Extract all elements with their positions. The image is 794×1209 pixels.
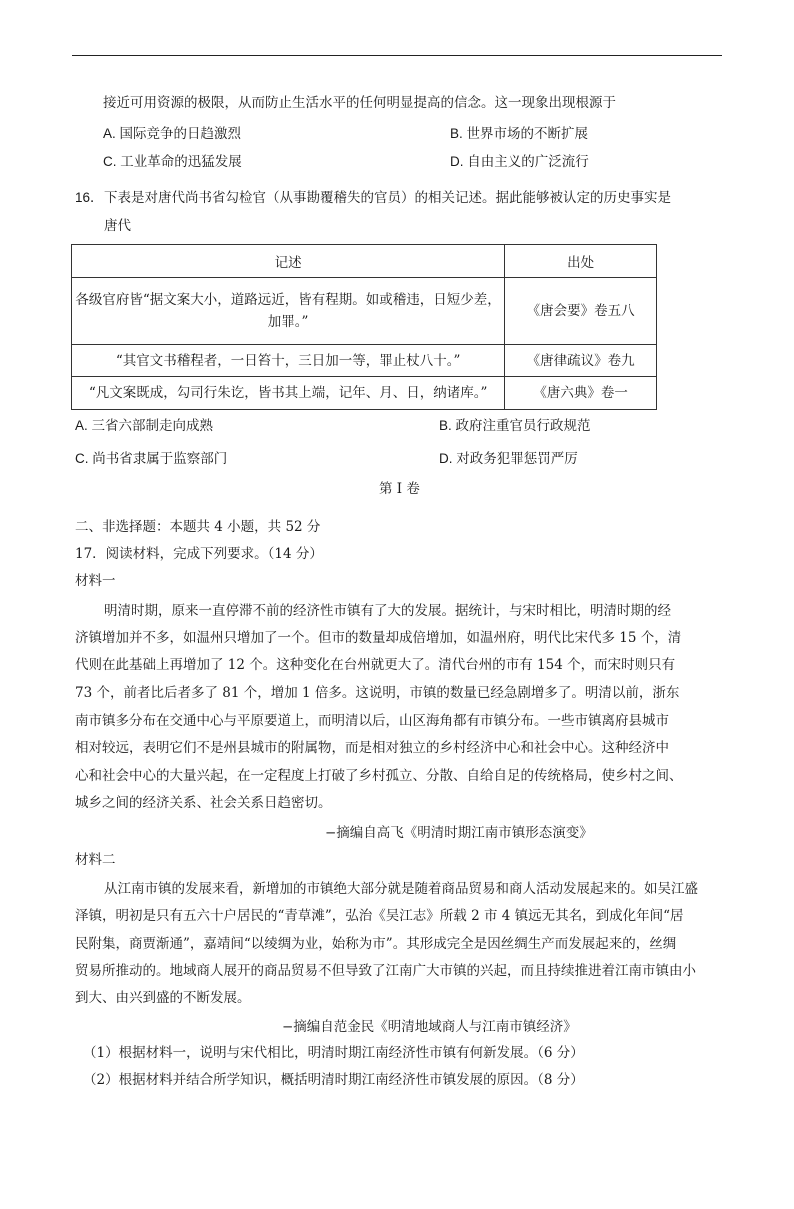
header-source: 出处: [505, 245, 657, 278]
record-text-line1: 各级官府皆“据文案大小，道路远近，皆有程期。如或稽违，日短少差，: [75, 292, 501, 308]
record-cell: “其官文书稽程者，一日笞十，三日加一等，罪止杖八十。”: [72, 345, 505, 377]
material2-line: 贸易所推动的。地域商人展开的商品贸易不但导致了江南广大市镇的兴起，而且持续推进着江南市镇由小: [75, 963, 696, 979]
q15-option-d: D. 自由主义的广泛流行: [450, 154, 589, 169]
q16-source-table: [71, 244, 657, 410]
material1-line: 代则在此基础上再增加了 12 个。这种变化在台州就更大了。清代台州的市有 154 个，而宋时则只有: [75, 657, 676, 673]
q17-title: 17．阅读材料，完成下列要求。（14 分）: [75, 546, 323, 562]
material2-line: 泽镇，明初是只有五六十户居民的“青草滩”，弘治《吴江志》所载 2 市 4 镇远无其名，到成化年间“居: [75, 908, 684, 924]
material1-line: 心和社会中心的大量兴起，在一定程度上打破了乡村孤立、分散、自给自足的传统格局，使乡村之间、: [75, 768, 683, 784]
q16-stem-line2: 唐代: [104, 218, 131, 234]
table-row: [72, 345, 657, 377]
sub-question-2: （2）根据材料并结合所学知识，概括明清时期江南经济性市镇发展的原因。（8 分）: [83, 1072, 584, 1088]
q16-number: 16．: [75, 190, 104, 205]
header-record: 记述: [72, 245, 505, 278]
table-header-row: [72, 245, 657, 278]
source-cell: 《唐律疏议》卷九: [505, 345, 657, 377]
table-row: [72, 278, 657, 345]
header-rule: [72, 55, 722, 56]
q16-option-c: C. 尚书省隶属于监察部门: [75, 451, 228, 466]
material1-label: 材料一: [75, 573, 116, 589]
section-heading: 二、非选择题：本题共 4 小题，共 52 分: [75, 519, 321, 535]
record-cell: “凡文案既成，勾司行朱讫，皆书其上端，记年、月、日，纳诸库。”: [72, 377, 505, 410]
material1-line: 明清时期，原来一直停滞不前的经济性市镇有了大的发展。据统计，与宋时相比，明清时期的经: [104, 603, 671, 619]
q15-option-b: B. 世界市场的不断扩展: [450, 126, 589, 141]
material1-citation: −摘编自高飞《明清时期江南市镇形态演变》: [325, 825, 593, 841]
source-cell: 《唐会要》卷五八: [505, 278, 657, 345]
volume-title: 第 I 卷: [379, 481, 420, 497]
material2-citation: −摘编自范金民《明清地域商人与江南市镇经济》: [282, 1019, 577, 1035]
material2-line: 民附集，商贾渐通”，嘉靖间“以绫绸为业，始称为市”。其形成完全是因丝绸生产而发展起来的，丝绸: [75, 936, 677, 952]
record-cell: [72, 278, 505, 345]
material1-line: 73 个，前者比后者多了 81 个，增加 1 倍多。这说明，市镇的数量已经急剧增多了。明清以前，浙东: [75, 685, 680, 701]
table-row: [72, 377, 657, 410]
record-text-line2: 加罪。”: [267, 314, 309, 330]
material1-line: 城乡之间的经济关系、社会关系日趋密切。: [75, 795, 332, 811]
material1-line: 相对较远，表明它们不是州县城市的附属物，而是相对独立的乡村经济中心和社会中心。这种经济中: [75, 740, 669, 756]
q15-option-c: C. 工业革命的迅猛发展: [103, 154, 242, 169]
sub-question-1: （1）根据材料一，说明与宋代相比，明清时期江南经济性市镇有何新发展。（6 分）: [83, 1045, 584, 1061]
q16-option-b: B. 政府注重官员行政规范: [439, 418, 591, 433]
q15-option-a: A. 国际竞争的日趋激烈: [103, 126, 242, 141]
source-cell: 《唐六典》卷一: [505, 377, 657, 410]
material1-line: 南市镇多分布在交通中心与平原要道上，而明清以后，山区海角都有市镇分布。一些市镇离府县城市: [75, 713, 669, 729]
material2-line: 到大、由兴到盛的不断发展。: [75, 990, 251, 1006]
material1-line: 济镇增加并不多，如温州只增加了一个。但市的数量却成倍增加，如温州府，明代比宋代多 15 个，清: [75, 630, 682, 646]
q16-option-a: A. 三省六部制走向成熟: [75, 418, 214, 433]
q16-option-d: D. 对政务犯罪惩罚严厉: [439, 451, 578, 466]
material2-line: 从江南市镇的发展来看，新增加的市镇绝大部分就是随着商品贸易和商人活动发展起来的。如吴江盛: [104, 881, 698, 897]
q16-stem-line1: 下表是对唐代尚书省勾检官（从事勘覆稽失的官员）的相关记述。据此能够被认定的历史事实是: [104, 190, 671, 206]
material2-label: 材料二: [75, 852, 116, 868]
q15-stem-tail: 接近可用资源的极限，从而防止生活水平的任何明显提高的信念。这一现象出现根源于: [103, 95, 616, 111]
